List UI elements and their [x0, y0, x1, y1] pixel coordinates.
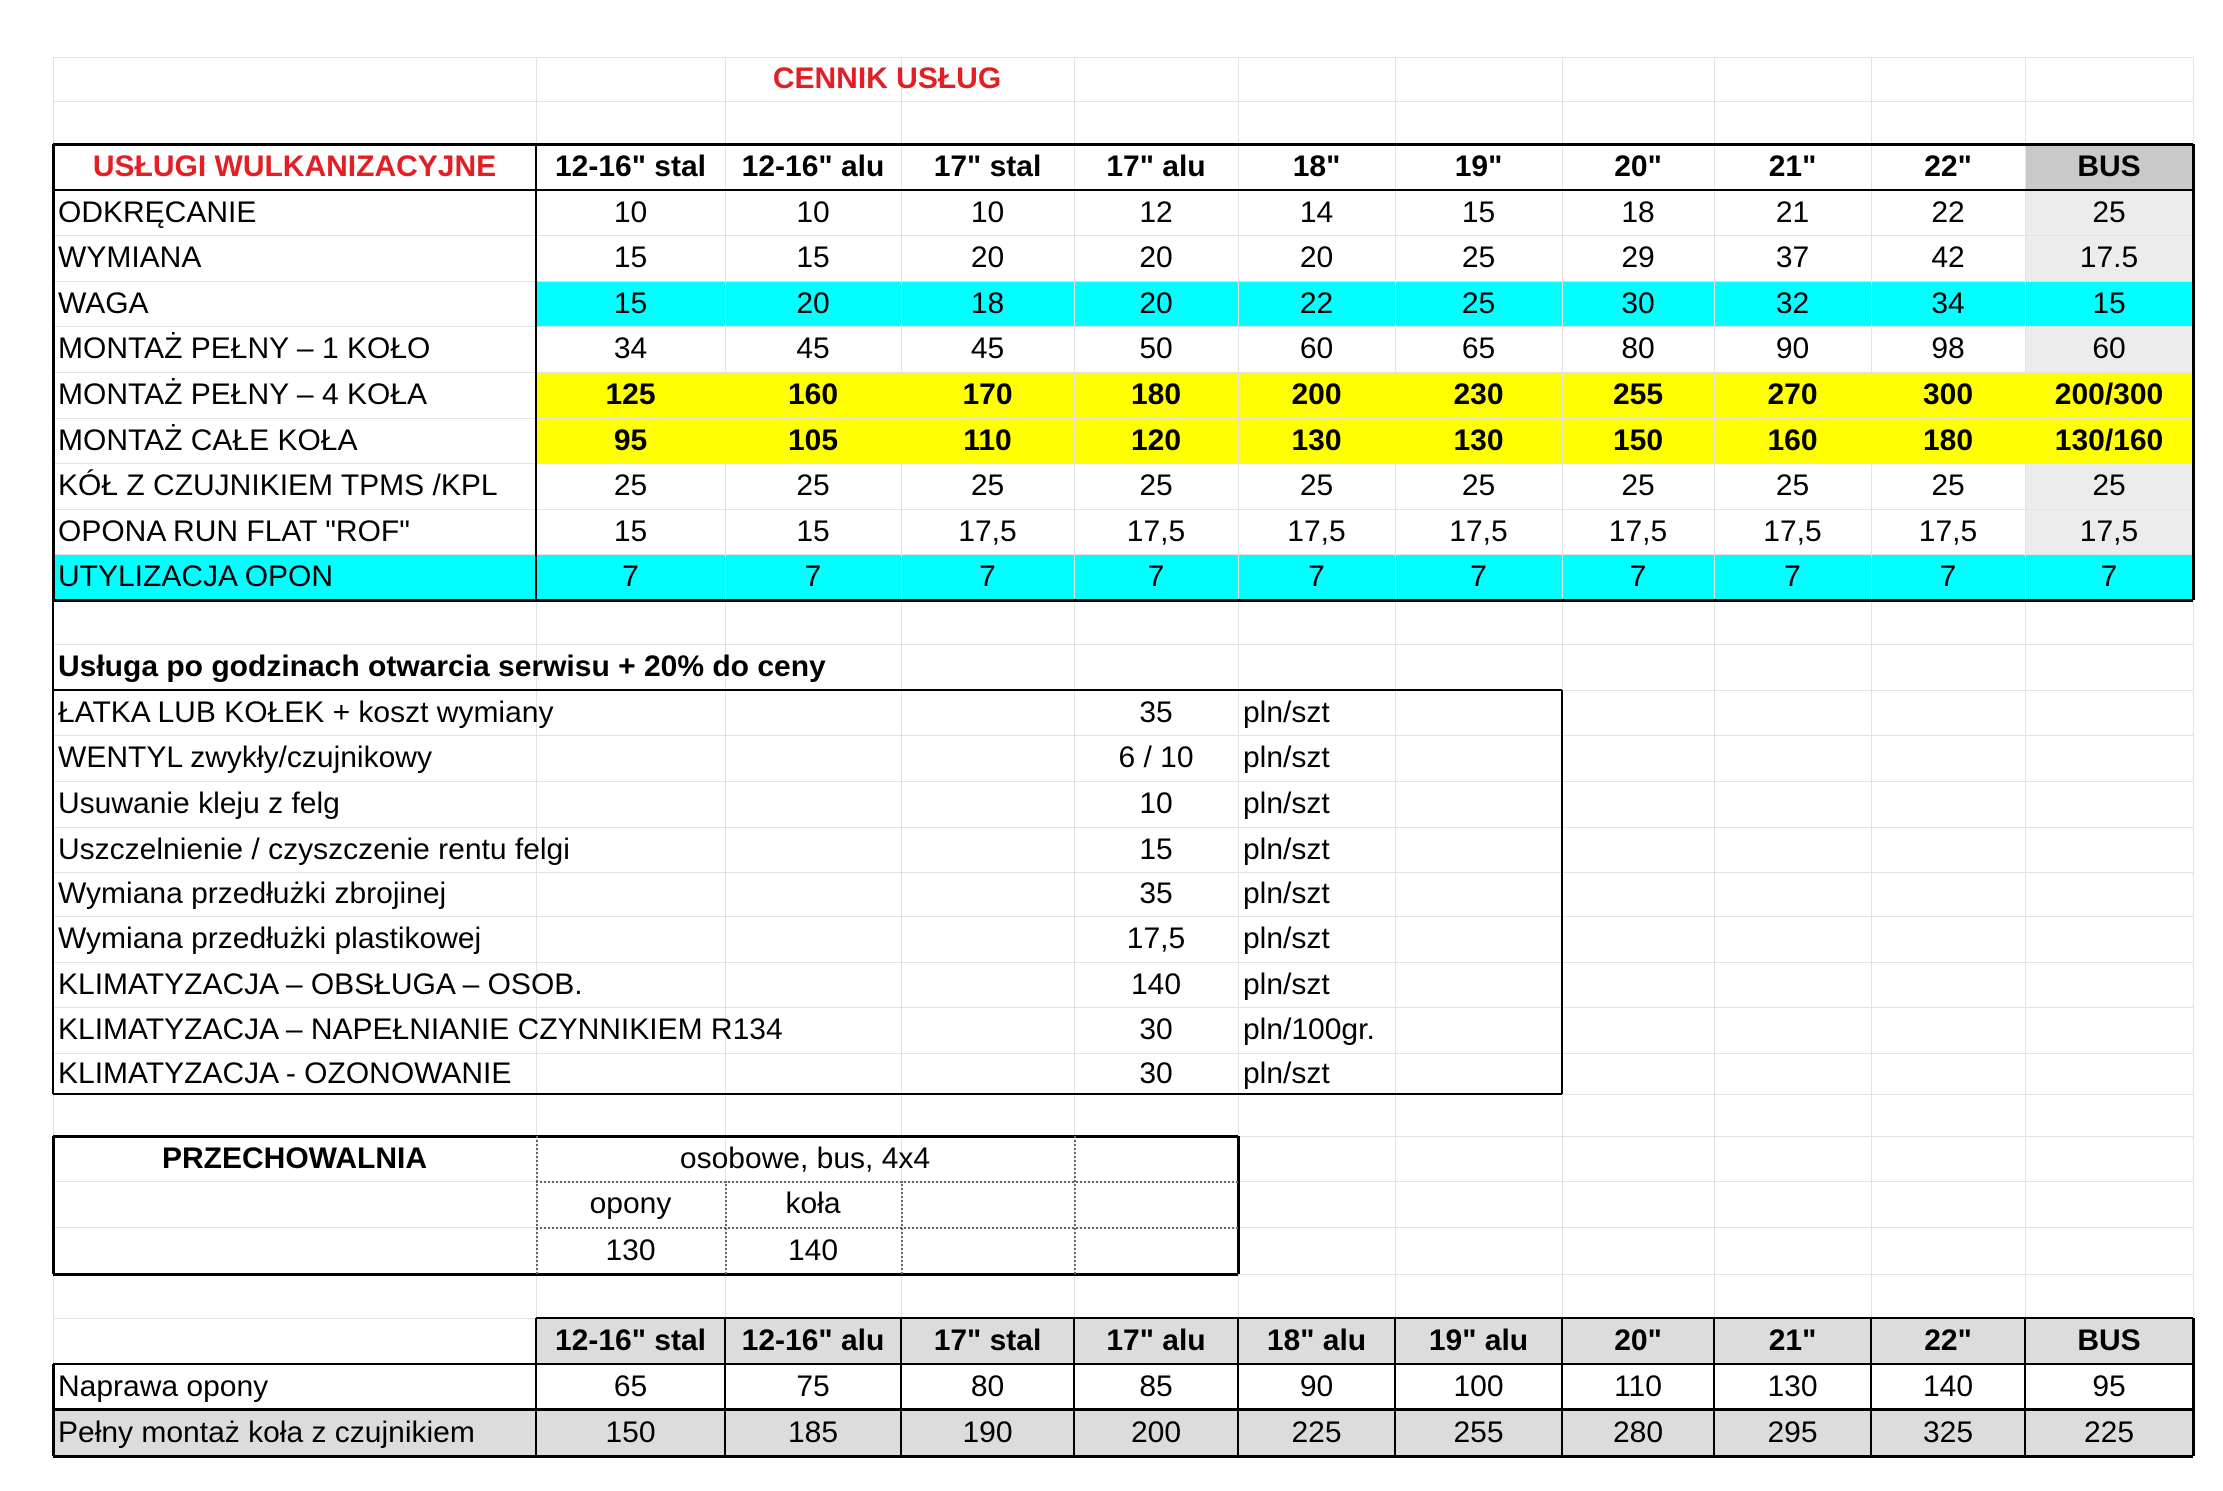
extra-service-unit: pln/szt [1243, 741, 1330, 774]
rim-size-header: 21" [1768, 150, 1817, 183]
repair-size-header: 18" alu [1266, 1324, 1367, 1357]
repair-size-header: 12-16" stal [555, 1324, 706, 1357]
service-price: 255 [1612, 378, 1664, 411]
repair-table-border [53, 1408, 2193, 1411]
storage-border [52, 1136, 55, 1274]
after-hours-note: Usługa po godzinach otwarcia serwisu + 20% do ceny [58, 650, 826, 683]
storage-price: 130 [605, 1233, 656, 1267]
repair-price: 295 [1767, 1415, 1818, 1449]
extra-service-price: 10 [1139, 787, 1173, 820]
service-name: MONTAŻ CAŁE KOŁA [58, 423, 358, 457]
repair-table-border [900, 1318, 902, 1456]
repair-size-header: 22" [1924, 1324, 1972, 1357]
service-price: 20 [1139, 241, 1173, 274]
services-header-label: USŁUGI WULKANIZACYJNE [92, 150, 497, 183]
service-price: 22 [1931, 195, 1965, 229]
rim-size-header: 19" [1454, 150, 1503, 183]
service-price: 45 [970, 332, 1005, 365]
extra-service-unit: pln/100gr. [1243, 1013, 1375, 1046]
extra-service-price: 35 [1139, 695, 1173, 729]
repair-price: 90 [1299, 1369, 1334, 1403]
main-table-border [53, 189, 2193, 191]
rim-size-header: 12-16" alu [741, 150, 885, 183]
storage-label: opony [589, 1187, 672, 1220]
service-price: 34 [1931, 286, 1965, 320]
service-price: 160 [1767, 423, 1818, 457]
service-price: 15 [613, 241, 648, 274]
service-price: 150 [1612, 423, 1664, 457]
service-price: 25 [1461, 469, 1496, 502]
storage-category: osobowe, bus, 4x4 [679, 1141, 931, 1175]
service-price: 90 [1775, 332, 1810, 365]
storage-title: PRZECHOWALNIA [162, 1141, 427, 1175]
grid-line [53, 101, 2193, 102]
service-price: 21 [1775, 195, 1810, 229]
service-price: 25 [796, 469, 830, 502]
repair-price: 85 [1139, 1369, 1173, 1403]
repair-price: 200 [1130, 1415, 1182, 1449]
service-price: 18 [1621, 195, 1655, 229]
service-price: 7 [804, 560, 822, 593]
service-price: 7 [1470, 560, 1487, 593]
service-price: 15 [2092, 286, 2126, 320]
repair-table-border [1561, 1318, 1563, 1456]
service-price: 29 [1621, 241, 1655, 274]
service-price: 12 [1139, 195, 1173, 229]
rim-size-header: BUS [2077, 150, 2141, 183]
service-price: 25 [1775, 469, 1810, 502]
extra-service-name: Usuwanie kleju z felg [58, 787, 340, 820]
service-price: 20 [796, 286, 830, 320]
repair-table-border [53, 1455, 2193, 1458]
extra-service-name: KLIMATYZACJA – NAPEŁNIANIE CZYNNIKIEM R134 [58, 1013, 783, 1046]
service-price: 7 [1784, 560, 1801, 593]
repair-size-header: 17" alu [1106, 1324, 1206, 1357]
repair-price: 80 [970, 1369, 1005, 1403]
repair-size-header: BUS [2077, 1324, 2141, 1357]
extra-service-name: Wymiana przedłużki zbrojinej [58, 877, 447, 910]
service-price: 20 [1299, 241, 1334, 274]
service-price: 17,5 [1608, 514, 1668, 548]
extra-service-price: 30 [1139, 1013, 1173, 1046]
service-name: UTYLIZACJA OPON [58, 560, 334, 593]
rim-size-header: 18" [1292, 150, 1341, 183]
service-price: 230 [1453, 378, 1504, 411]
service-price: 50 [1139, 332, 1173, 365]
service-price: 170 [962, 378, 1013, 411]
service-price: 130 [1453, 423, 1504, 457]
extras-border [53, 689, 1562, 691]
service-price: 125 [605, 378, 656, 411]
service-price: 18 [970, 286, 1005, 320]
service-price: 130/160 [2054, 423, 2164, 457]
repair-price: 280 [1612, 1415, 1664, 1449]
repair-price: 325 [1922, 1415, 1974, 1449]
storage-divider [725, 1181, 727, 1274]
extra-service-name: ŁATKA LUB KOŁEK + koszt wymiany [58, 695, 554, 729]
service-price: 15 [796, 514, 830, 548]
repair-table-border [1713, 1318, 1715, 1456]
service-price: 7 [1308, 560, 1325, 593]
service-price: 45 [796, 332, 830, 365]
repair-price: 110 [1614, 1369, 1662, 1403]
rim-size-header: 22" [1924, 150, 1972, 183]
repair-service-name: Naprawa opony [58, 1369, 269, 1403]
main-table-border [53, 599, 2193, 602]
repair-table-border [536, 1317, 2193, 1319]
service-price: 130 [1291, 423, 1342, 457]
service-price: 17,5 [1449, 514, 1508, 548]
extra-service-name: Uszczelnienie / czyszczenie rentu felgi [58, 832, 570, 866]
service-price: 270 [1767, 378, 1818, 411]
extra-service-unit: pln/szt [1243, 877, 1330, 910]
repair-table-border [1870, 1318, 1872, 1456]
service-price: 95 [613, 423, 648, 457]
repair-price: 140 [1922, 1369, 1974, 1403]
service-price: 20 [1139, 286, 1173, 320]
extra-service-price: 140 [1130, 967, 1182, 1001]
repair-size-header: 19" alu [1428, 1324, 1529, 1357]
service-price: 7 [2100, 560, 2118, 593]
service-price: 14 [1299, 195, 1334, 229]
service-price: 25 [970, 469, 1005, 502]
repair-size-header: 12-16" alu [741, 1324, 885, 1357]
main-table-border [52, 144, 55, 600]
service-price: 25 [2092, 195, 2126, 229]
service-price: 7 [979, 560, 996, 593]
extra-service-name: KLIMATYZACJA - OZONOWANIE [58, 1056, 512, 1090]
repair-table-border [1394, 1318, 1396, 1456]
service-price: 10 [970, 195, 1005, 229]
service-price: 7 [1147, 560, 1165, 593]
extra-service-price: 6 / 10 [1118, 741, 1194, 774]
service-price: 42 [1931, 241, 1965, 274]
service-price: 25 [1621, 469, 1655, 502]
storage-border [53, 1273, 1238, 1276]
service-price: 20 [970, 241, 1005, 274]
extras-border [1561, 690, 1563, 1094]
main-table-border [53, 143, 2193, 146]
extra-service-price: 17,5 [1126, 922, 1186, 955]
service-price: 25 [1299, 469, 1334, 502]
repair-table-border [1237, 1318, 1239, 1456]
service-name: MONTAŻ PEŁNY – 4 KOŁA [58, 378, 428, 411]
repair-price: 150 [605, 1415, 656, 1449]
service-price: 180 [1130, 378, 1182, 411]
storage-divider [536, 1136, 538, 1274]
repair-price: 185 [787, 1415, 839, 1449]
service-price: 65 [1461, 332, 1496, 365]
service-price: 105 [787, 423, 839, 457]
service-price: 17,5 [1126, 514, 1186, 548]
service-price: 10 [796, 195, 830, 229]
repair-table-border [724, 1318, 726, 1456]
repair-table-border [53, 1363, 2193, 1365]
service-price: 17,5 [1918, 514, 1978, 548]
extra-service-name: Wymiana przedłużki plastikowej [58, 922, 482, 955]
service-name: ODKRĘCANIE [58, 195, 257, 229]
storage-divider [536, 1227, 1238, 1229]
service-price: 120 [1130, 423, 1182, 457]
service-price: 17,5 [1287, 514, 1346, 548]
extra-service-unit: pln/szt [1243, 922, 1330, 955]
service-name: WYMIANA [58, 241, 202, 274]
service-price: 17,5 [1763, 514, 1822, 548]
repair-table-border [535, 1318, 537, 1456]
repair-price: 100 [1453, 1369, 1504, 1403]
service-price: 10 [613, 195, 648, 229]
storage-divider [1074, 1136, 1076, 1274]
service-price: 34 [613, 332, 648, 365]
repair-price: 225 [1291, 1415, 1342, 1449]
storage-divider [901, 1181, 903, 1274]
extra-service-price: 30 [1139, 1056, 1173, 1090]
service-price: 300 [1922, 378, 1974, 411]
storage-border [53, 1135, 1238, 1138]
storage-label: koła [785, 1187, 841, 1220]
service-price: 15 [613, 286, 648, 320]
service-price: 60 [2092, 332, 2126, 365]
service-price: 15 [1461, 195, 1496, 229]
repair-price: 95 [2092, 1369, 2126, 1403]
service-price: 80 [1621, 332, 1655, 365]
extra-service-unit: pln/szt [1243, 695, 1330, 729]
service-price: 7 [1629, 560, 1647, 593]
repair-size-header: 17" stal [933, 1324, 1042, 1357]
repair-price: 75 [796, 1369, 830, 1403]
service-price: 160 [787, 378, 839, 411]
extra-service-unit: pln/szt [1243, 832, 1330, 866]
repair-table-border [2024, 1318, 2026, 1456]
service-price: 30 [1621, 286, 1655, 320]
extra-service-unit: pln/szt [1243, 967, 1330, 1001]
repair-size-header: 21" [1768, 1324, 1817, 1357]
rim-size-header: 17" stal [933, 150, 1042, 183]
service-price: 200/300 [2054, 378, 2164, 411]
extra-service-price: 35 [1139, 877, 1173, 910]
service-name: KÓŁ Z CZUJNIKIEM TPMS /KPL [58, 469, 498, 502]
extras-border [53, 1093, 1562, 1095]
extra-service-unit: pln/szt [1243, 787, 1330, 820]
service-price: 110 [963, 423, 1012, 457]
service-price: 17,5 [2079, 514, 2139, 548]
service-price: 98 [1931, 332, 1965, 365]
service-price: 60 [1299, 332, 1334, 365]
repair-table-border [1073, 1318, 1075, 1456]
service-price: 180 [1922, 423, 1974, 457]
main-table-border [2192, 144, 2195, 600]
service-price: 15 [796, 241, 830, 274]
service-name: WAGA [58, 286, 149, 320]
storage-divider [536, 1181, 1238, 1183]
repair-price: 190 [962, 1415, 1013, 1449]
service-price: 22 [1299, 286, 1334, 320]
main-table-border [535, 144, 537, 600]
rim-size-header: 17" alu [1106, 150, 1206, 183]
service-price: 37 [1775, 241, 1810, 274]
repair-table-border [2192, 1318, 2195, 1456]
repair-service-name: Pełny montaż koła z czujnikiem [58, 1415, 475, 1449]
service-name: MONTAŻ PEŁNY – 1 KOŁO [58, 332, 431, 365]
repair-price: 225 [2083, 1415, 2135, 1449]
service-price: 25 [613, 469, 648, 502]
service-price: 25 [1139, 469, 1173, 502]
extra-service-name: WENTYL zwykły/czujnikowy [58, 741, 432, 774]
service-name: OPONA RUN FLAT "ROF" [58, 514, 410, 548]
storage-price: 140 [787, 1233, 839, 1267]
service-price: 7 [1939, 560, 1957, 593]
repair-price: 255 [1453, 1415, 1504, 1449]
extra-service-name: KLIMATYZACJA – OBSŁUGA – OSOB. [58, 967, 583, 1001]
service-price: 25 [1461, 286, 1496, 320]
rim-size-header: 20" [1614, 150, 1662, 183]
service-price: 17,5 [958, 514, 1017, 548]
service-price: 17.5 [2079, 241, 2139, 274]
repair-size-header: 20" [1614, 1324, 1662, 1357]
extra-service-price: 15 [1139, 832, 1173, 866]
rim-size-header: 12-16" stal [555, 150, 706, 183]
service-price: 25 [2092, 469, 2126, 502]
service-price: 200 [1291, 378, 1342, 411]
service-price: 15 [613, 514, 648, 548]
page-title: CENNIK USŁUG [772, 62, 1002, 95]
service-price: 7 [622, 560, 639, 593]
service-price: 25 [1461, 241, 1496, 274]
extra-service-unit: pln/szt [1243, 1056, 1330, 1090]
repair-price: 130 [1767, 1369, 1818, 1403]
repair-price: 65 [613, 1369, 648, 1403]
service-price: 25 [1931, 469, 1965, 502]
storage-border [1237, 1136, 1240, 1274]
repair-table-border [52, 1364, 55, 1456]
service-price: 32 [1775, 286, 1810, 320]
